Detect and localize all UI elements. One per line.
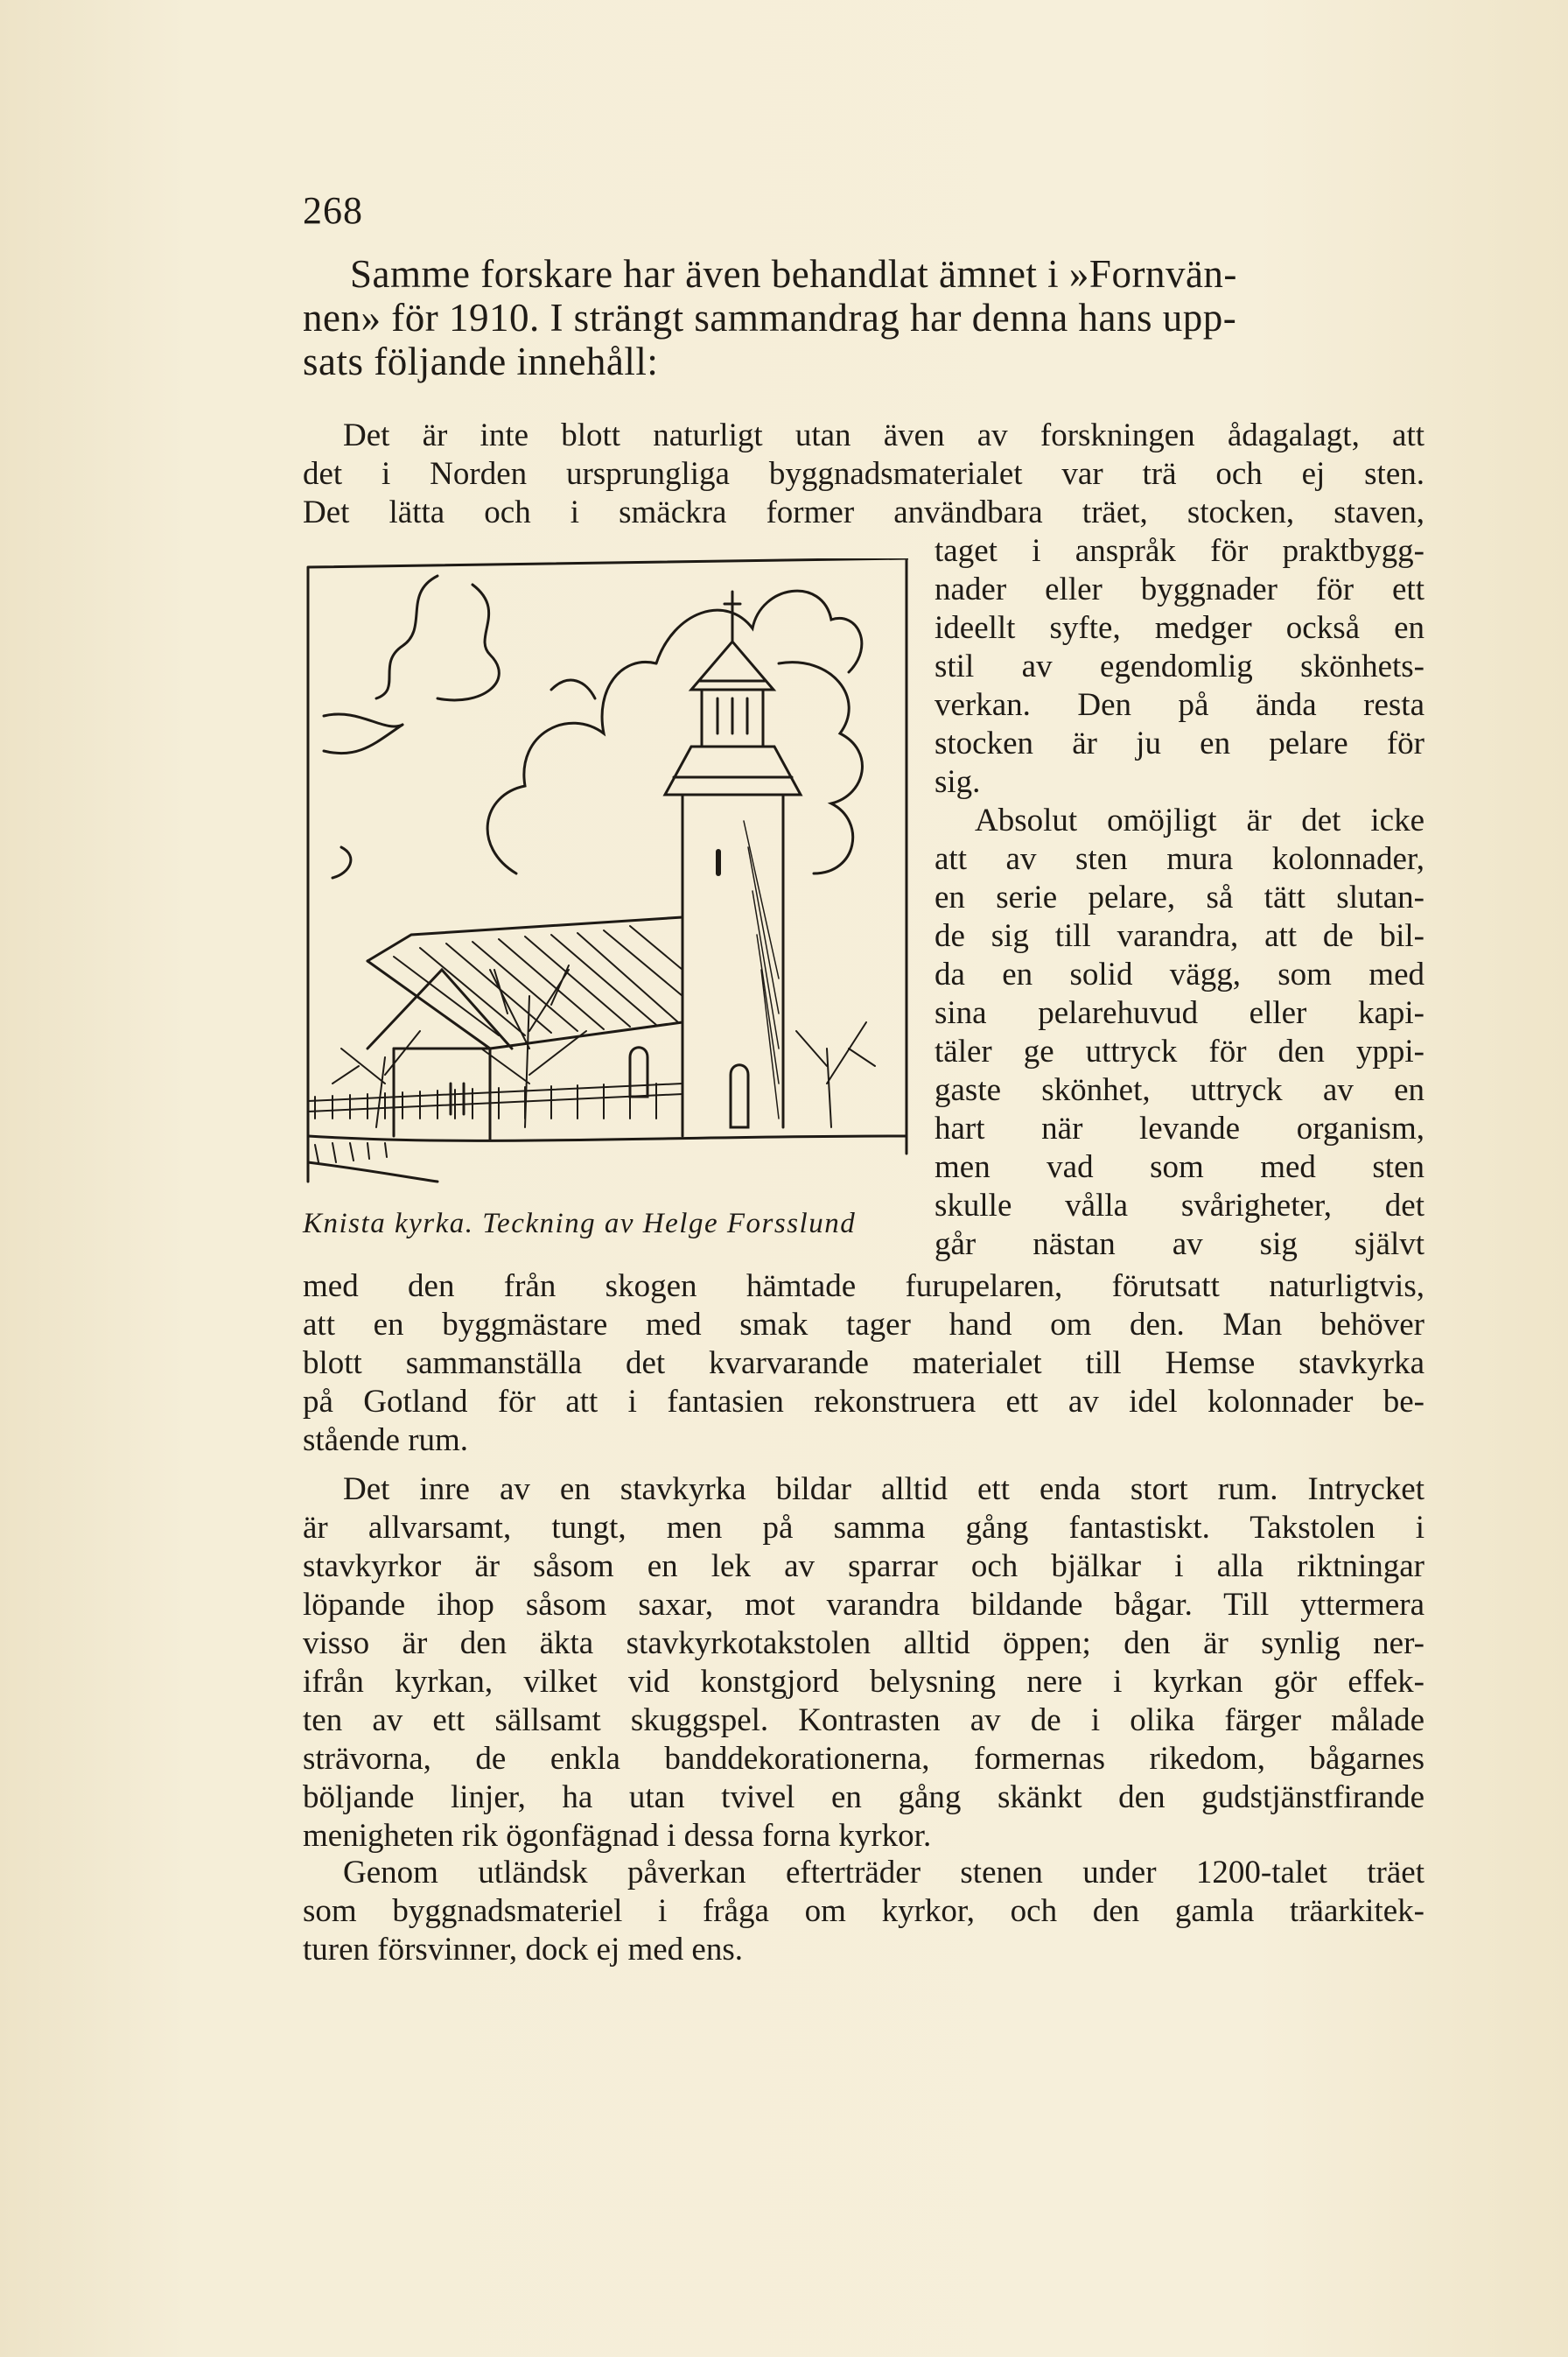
text-line: att en byggmästare med smak tager hand om den. Man behöver	[303, 1307, 1424, 1343]
text-line: Det är inte blott naturligt utan även av forskningen ådagalagt, att	[343, 417, 1424, 453]
text-line: turen försvinner, dock ej med ens.	[303, 1932, 744, 1968]
text-line: hart när levande organism,	[934, 1111, 1424, 1147]
text-line: sina pelarehuvud eller kapi-	[934, 995, 1424, 1031]
text-line: ten av ett sällsamt skuggspel. Kontrasten av de i olika färger målade	[303, 1702, 1424, 1738]
page-number: 268	[303, 189, 363, 232]
text-line: med den från skogen hämtade furupelaren, förutsatt naturligtvis,	[303, 1268, 1424, 1304]
text-line: löpande ihop såsom saxar, mot varandra bildande bågar. Till yttermera	[303, 1587, 1424, 1623]
text-line: da en solid vägg, som med	[934, 957, 1424, 993]
text-line: stocken är ju en pelare för	[934, 726, 1424, 761]
text-line: stående rum.	[303, 1422, 469, 1458]
paragraph-1-continued	[303, 1267, 1424, 1460]
paragraph-2	[303, 1470, 1424, 1855]
text-line: sig.	[934, 764, 981, 800]
church-illustration	[306, 558, 908, 1189]
text-line: verkan. Den på ända resta	[934, 687, 1424, 723]
lead-line: sats följande innehåll:	[303, 340, 659, 383]
lead-line: nen» för 1910. I strängt sammandrag har denna hans upp-	[303, 296, 1237, 340]
text-line: det i Norden ursprungliga byggnadsmaterialet var trä och ej sten.	[303, 456, 1424, 492]
text-line: menigheten rik ögonfägnad i dessa forna kyrkor.	[303, 1818, 932, 1854]
paragraph-3	[303, 1854, 1424, 1969]
text-line: en serie pelare, så tätt slutan-	[934, 880, 1424, 915]
text-line: Det lätta och i smäckra former användbara träet, stocken, staven,	[303, 495, 1424, 530]
text-line: men vad som med sten	[934, 1149, 1424, 1185]
text-line: Genom utländsk påverkan efterträder stenen under 1200-talet träet	[343, 1855, 1424, 1891]
text-line: gaste skönhet, uttryck av en	[934, 1072, 1424, 1108]
knista-church-drawing	[306, 558, 908, 1189]
text-line: skulle vålla svårigheter, det	[934, 1188, 1424, 1224]
text-line: är allvarsamt, tungt, men på samma gång fantastiskt. Takstolen i	[303, 1510, 1424, 1546]
text-line: att av sten mura kolonnader,	[934, 841, 1424, 877]
text-line: går nästan av sig självt	[934, 1226, 1424, 1262]
text-line: ideellt syfte, medger också en	[934, 610, 1424, 646]
text-line: täler ge uttryck för den yppi-	[934, 1034, 1424, 1070]
text-line: stil av egendomlig skönhets-	[934, 649, 1424, 684]
text-line: Absolut omöjligt är det icke	[975, 803, 1424, 838]
text-line: ifrån kyrkan, vilket vid konstgjord belysning nere i kyrkan gör effek-	[303, 1664, 1424, 1700]
text-line: de sig till varandra, att de bil-	[934, 918, 1424, 954]
text-line: nader eller byggnader för ett	[934, 572, 1424, 607]
text-line: strävorna, de enkla banddekorationerna, formernas rikedom, bågarnes	[303, 1741, 1424, 1777]
text-line: böljande linjer, ha utan tvivel en gång skänkt den gudstjänstfirande	[303, 1779, 1424, 1815]
lead-paragraph	[303, 252, 1424, 383]
paragraph-1-intro	[303, 417, 1424, 532]
text-line: visso är den äkta stavkyrkotakstolen alltid öppen; den är synlig ner-	[303, 1625, 1424, 1661]
figure-caption: Knista kyrka. Teckning av Helge Forsslund	[303, 1208, 857, 1239]
text-line: på Gotland för att i fantasien rekonstruera ett av idel kolonnader be-	[303, 1384, 1424, 1420]
text-line: taget i anspråk för praktbygg-	[934, 533, 1424, 569]
text-line: stavkyrkor är såsom en lek av sparrar och bjälkar i alla riktningar	[303, 1548, 1424, 1584]
text-line: blott sammanställa det kvarvarande materialet till Hemse stavkyrka	[303, 1345, 1424, 1381]
lead-line: Samme forskare har även behandlat ämnet i »Fornvän-	[350, 252, 1237, 296]
text-line: Det inre av en stavkyrka bildar alltid ett enda stort rum. Intrycket	[343, 1471, 1424, 1507]
text-line: som byggnadsmateriel i fråga om kyrkor, och den gamla träarkitek-	[303, 1893, 1424, 1929]
wrapped-text-column	[934, 532, 1424, 1264]
